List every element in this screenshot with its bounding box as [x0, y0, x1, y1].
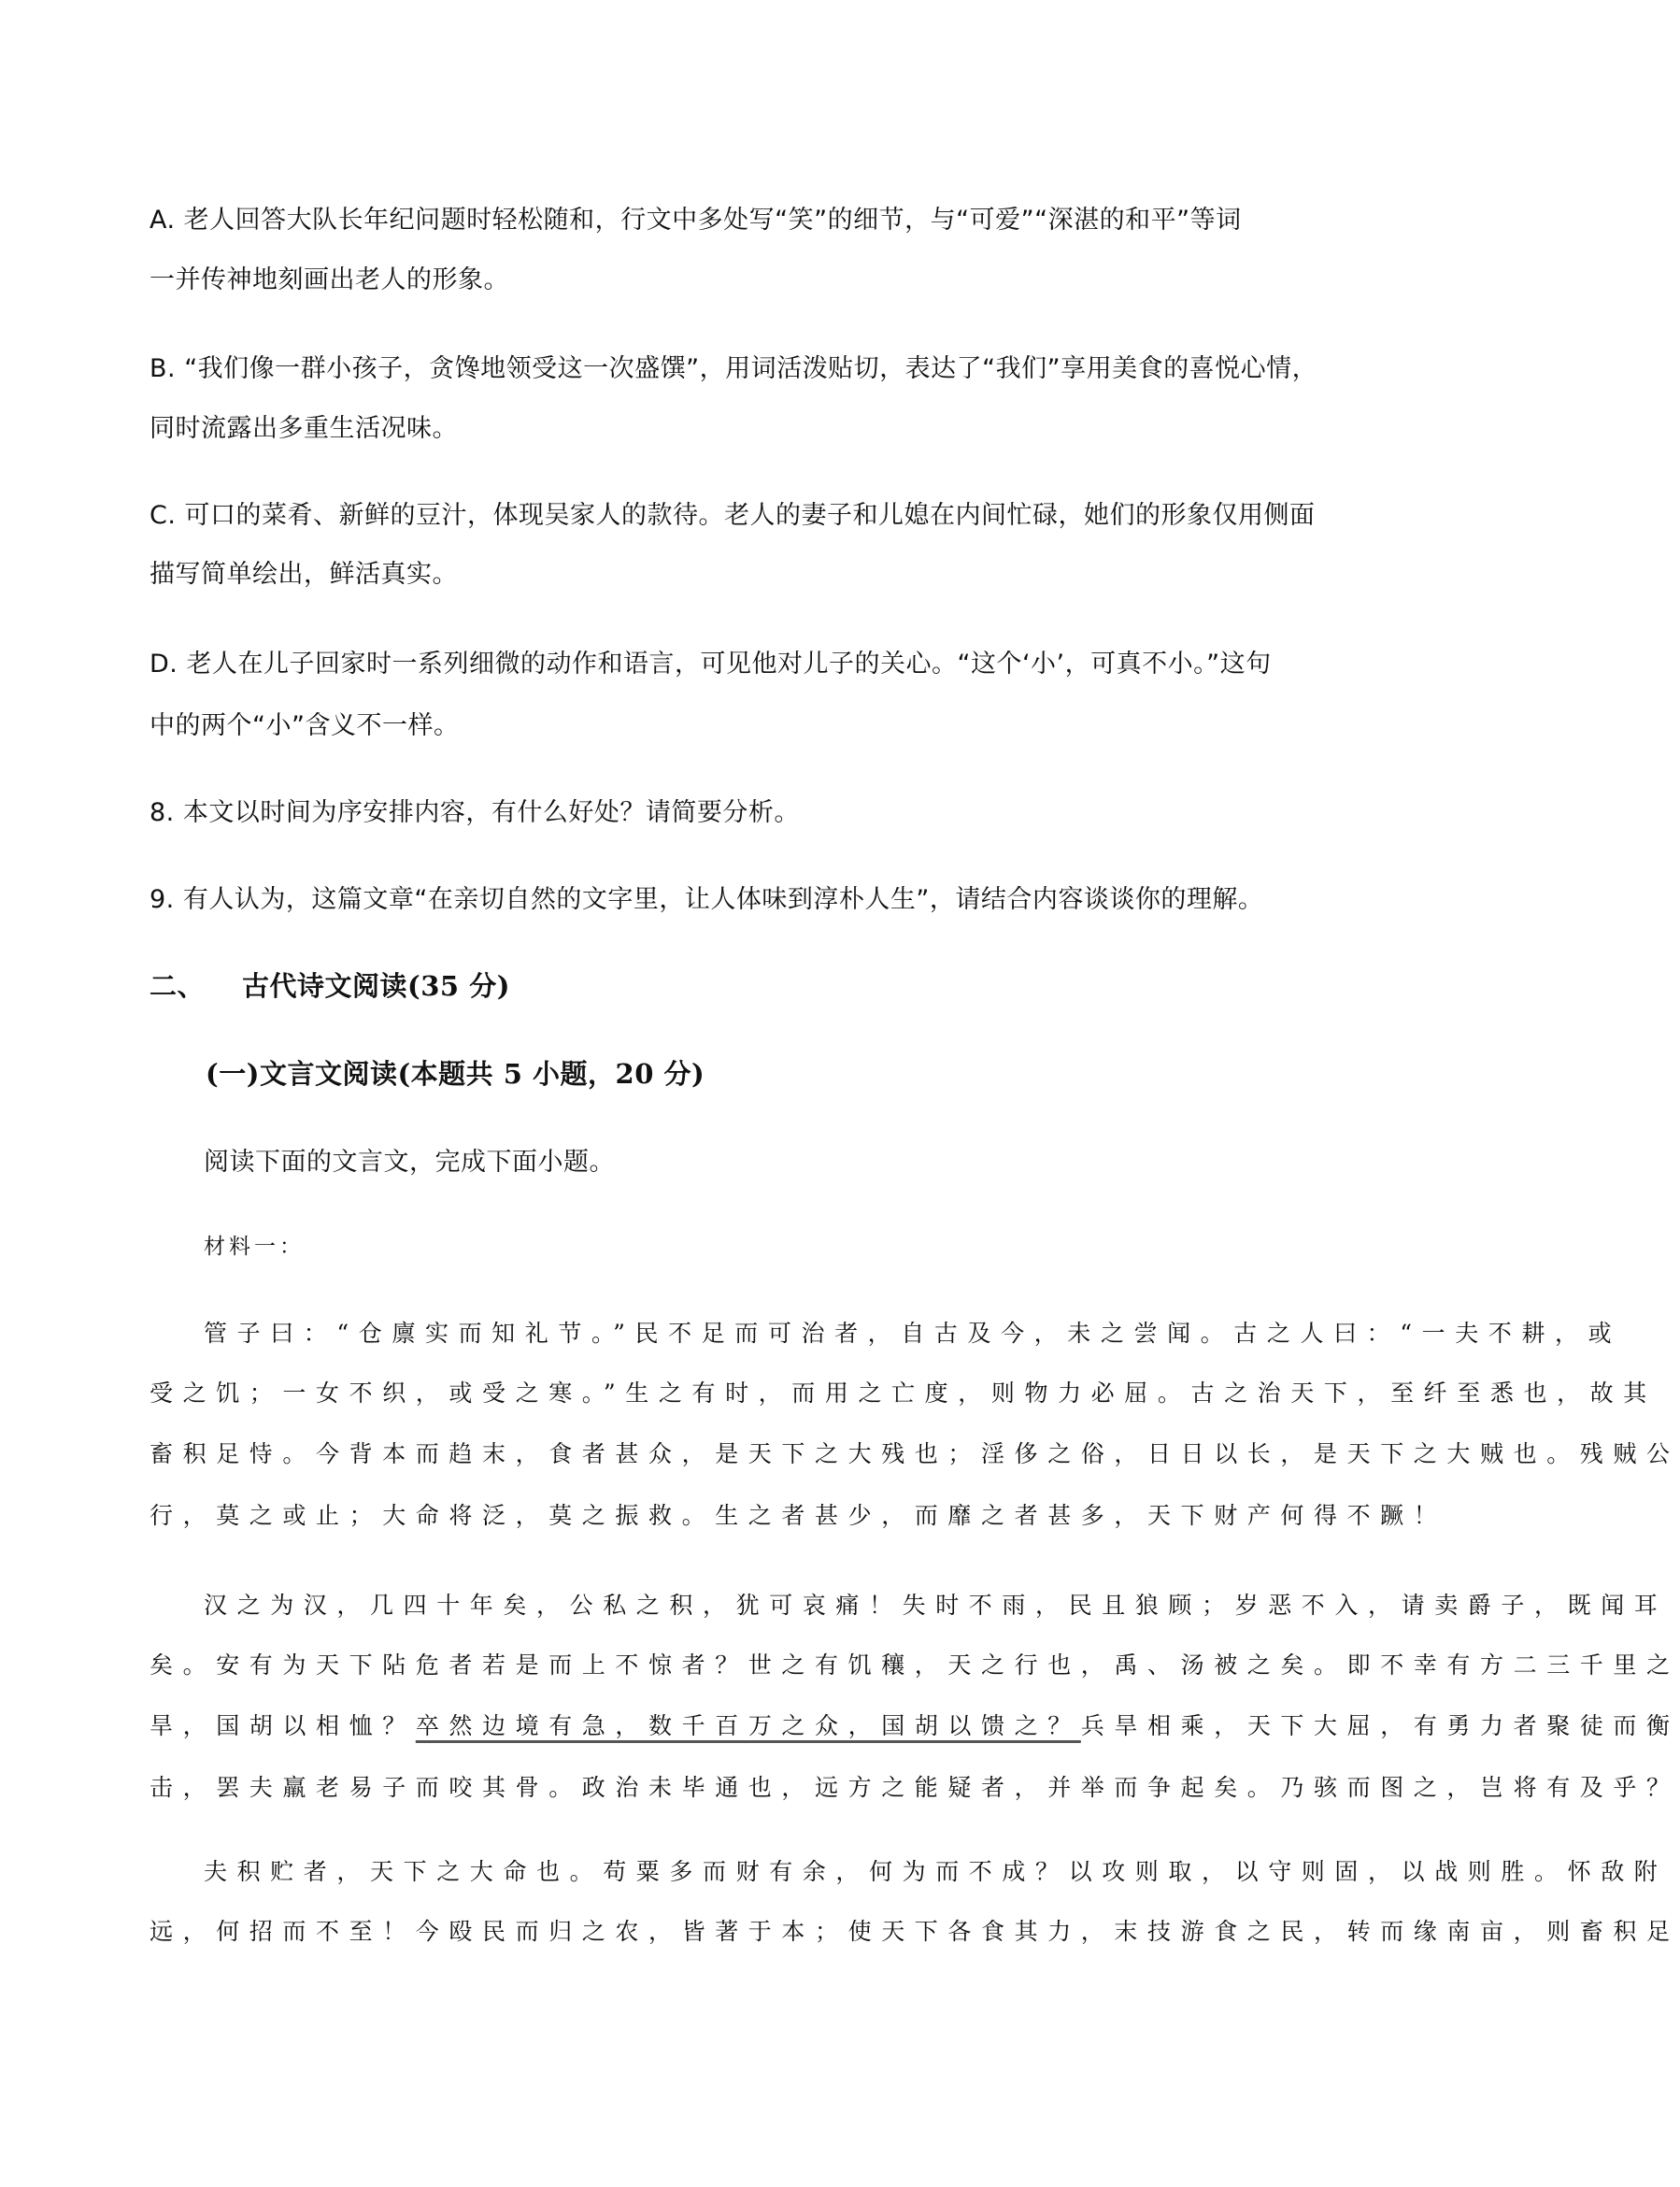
material-label: 材料一：: [204, 1235, 305, 1259]
passage-p3-line-2: 远，何招而不至！今殴民而归之农，皆著于本；使天下各食其力，末技游食之民，转而缘南亩，则畜积足: [149, 1918, 1680, 1945]
option-c-line-2: 描写简单绘出，鲜活真实。: [149, 560, 458, 589]
reading-instruction: 阅读下面的文言文，完成下面小题。: [204, 1148, 615, 1177]
option-d-line-2: 中的两个“小”含义不一样。: [149, 711, 460, 740]
option-a-line-1: A. 老人回答大队长年纪问题时轻松随和，行文中多处写“笑”的细节，与“可爱”“深湛的和平”等词: [149, 206, 1242, 235]
option-d-line-1: D. 老人在儿子回家时一系列细微的动作和语言，可见他对儿子的关心。“这个‘小’，可真不小。”这句: [149, 650, 1272, 679]
passage-p2-line-2: 矣。安有为天下阽危者若是而上不惊者？世之有饥穰，天之行也，禹、汤被之矣。即不幸有方二三千里之: [149, 1651, 1680, 1679]
subsection-1-heading: (一)文言文阅读(本题共 5 小题，20 分): [206, 1058, 705, 1090]
passage-p2-line-3-before: 旱，国胡以相恤？: [149, 1712, 416, 1739]
option-b-line-2: 同时流露出多重生活况味。: [149, 414, 458, 443]
underlined-sentence: 卒然边境有急，数千百万之众，国胡以馈之？: [415, 1712, 1081, 1739]
passage-p2-line-4: 击，罢夫羸老易子而咬其骨。政治未毕通也，远方之能疑者，并举而争起矣。乃骇而图之，岂将有及乎？: [149, 1774, 1680, 1801]
question-8: 8. 本文以时间为序安排内容，有什么好处？请简要分析。: [149, 798, 800, 827]
section-2-number: 二、: [149, 970, 206, 1002]
passage-p1-line-1: 管子曰：“仓廪实而知礼节。”民不足而可治者，自古及今，未之尝闻。古之人曰：“一夫不耕，或: [204, 1320, 1622, 1347]
passage-p1-line-2: 受之饥；一女不织，或受之寒。”生之有时，而用之亡度，则物力必屈。古之治天下，至纤至悉也，故其: [149, 1379, 1657, 1407]
section-2-title: 古代诗文阅读(35 分): [242, 970, 510, 1002]
option-c-line-1: C. 可口的菜肴、新鲜的豆汁，体现吴家人的款待。老人的妻子和儿媳在内间忙碌，她们的形象仅用侧面: [149, 501, 1316, 530]
passage-p2-line-1: 汉之为汉，几四十年矣，公私之积，犹可哀痛！失时不雨，民且狼顾；岁恶不入，请卖爵子，既闻耳: [204, 1592, 1668, 1619]
option-a-line-2: 一并传神地刻画出老人的形象。: [149, 265, 509, 294]
passage-p1-line-3: 畜积足恃。今背本而趋末，食者甚众，是天下之大残也；淫侈之俗，日日以长，是天下之大贼也。残贼公: [149, 1440, 1680, 1467]
passage-p1-line-4: 行，莫之或止；大命将泛，莫之振救。生之者甚少，而靡之者甚多，天下财产何得不蹶！: [149, 1502, 1447, 1529]
passage-p2-line-3-after: 兵旱相乘，天下大屈，有勇力者聚徒而衡: [1080, 1712, 1680, 1739]
section-2-heading: [149, 970, 510, 1002]
question-9: 9. 有人认为，这篇文章“在亲切自然的文字里，让人体味到淳朴人生”，请结合内容谈谈你的理解。: [149, 885, 1264, 914]
passage-p3-line-1: 夫积贮者，天下之大命也。苟粟多而财有余，何为而不成？以攻则取，以守则固，以战则胜。怀敌附: [204, 1858, 1668, 1885]
option-b-line-1: B. “我们像一群小孩子，贪馋地领受这一次盛馔”，用词活泼贴切，表达了“我们”享用美食的喜悦心情，: [149, 354, 1318, 383]
passage-p2-line-3: [149, 1710, 1680, 1742]
